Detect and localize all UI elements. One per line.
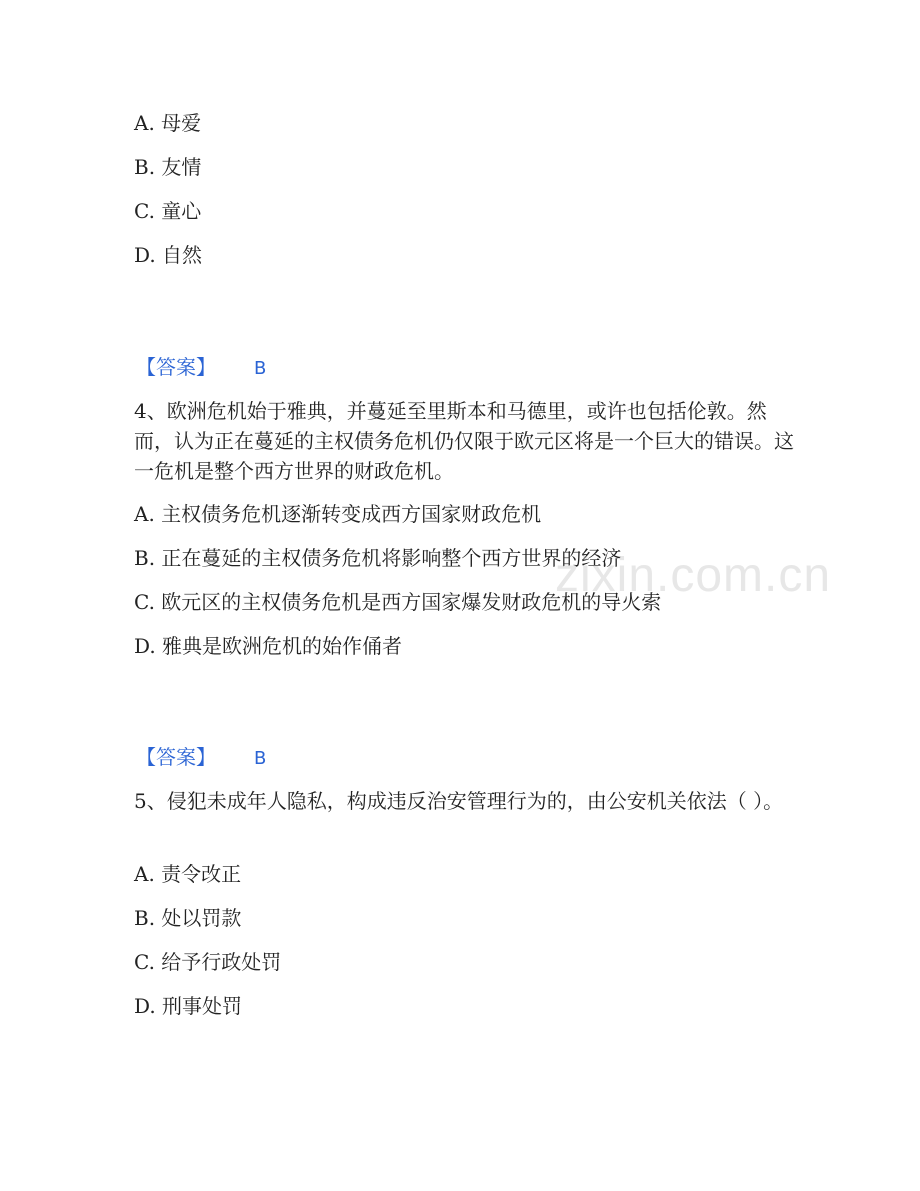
q4-stem: 4、欧洲危机始于雅典，并蔓延至里斯本和马德里，或许也包括伦敦。然而，认为正在蔓延的主权债务危机仍仅限于欧元区将是一个巨大的错误。这一危机是整个西方世界的财政危机。 bbox=[134, 399, 794, 483]
q3-option-a: A. 母爱 bbox=[134, 111, 202, 135]
q5-option-b: B. 处以罚款 bbox=[134, 906, 242, 930]
answer-value: B bbox=[254, 748, 267, 769]
answer-label: 【答案】 bbox=[136, 355, 216, 379]
answer-label: 【答案】 bbox=[136, 745, 216, 769]
q4-option-d: D. 雅典是欧洲危机的始作俑者 bbox=[134, 634, 403, 658]
answer-value: B bbox=[254, 358, 267, 379]
q4-option-c: C. 欧元区的主权债务危机是西方国家爆发财政危机的导火索 bbox=[134, 590, 662, 614]
q4-option-a: A. 主权债务危机逐渐转变成西方国家财政危机 bbox=[134, 502, 542, 526]
q5-stem: 5、侵犯未成年人隐私，构成违反治安管理行为的，由公安机关依法（ ）。 bbox=[134, 789, 784, 813]
q5-option-c: C. 给予行政处罚 bbox=[134, 950, 282, 974]
q4-answer bbox=[136, 745, 266, 771]
q3-option-d: D. 自然 bbox=[134, 243, 203, 267]
q3-answer bbox=[136, 355, 266, 381]
q3-option-b: B. 友情 bbox=[134, 155, 202, 179]
q3-option-c: C. 童心 bbox=[134, 199, 202, 223]
q4-option-b: B. 正在蔓延的主权债务危机将影响整个西方世界的经济 bbox=[134, 546, 622, 570]
watermark: zixin.com.cn bbox=[555, 549, 832, 602]
q5-option-a: A. 责令改正 bbox=[134, 862, 242, 886]
q5-option-d: D. 刑事处罚 bbox=[134, 994, 243, 1018]
